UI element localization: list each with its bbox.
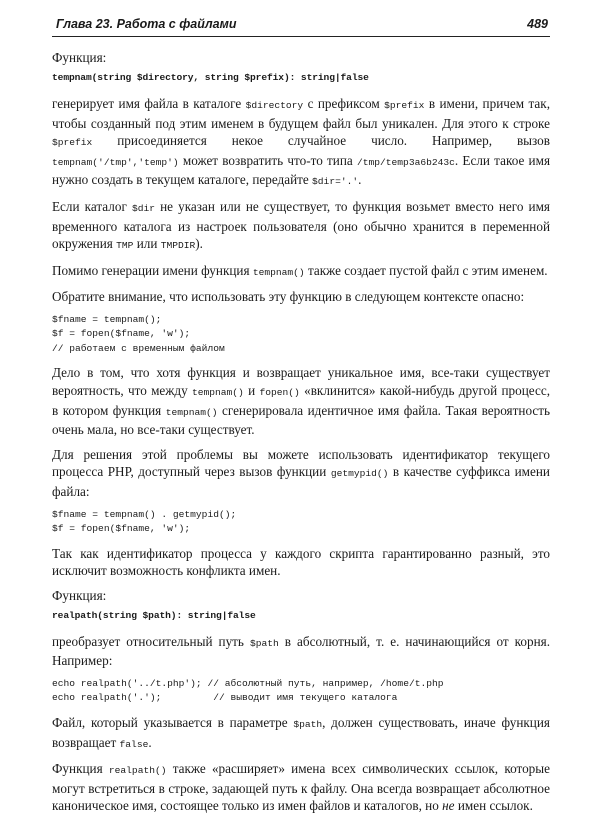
text-run: , должен существовать, иначе функция возвращает [52,714,550,750]
paragraph-unique-pid: Так как идентификатор процесса у каждого скрипта гарантированно разный, это исключит возможность конфликта имен. [52,545,550,579]
paragraph-tempnam-creates-file [52,262,550,282]
text-run: Дело в том, что хотя функция и возвращает уникальное имя, все-таки существует вероятность, что между [52,365,550,399]
code-line: $f = fopen($fname, 'w'); [52,523,191,535]
text-run: . Если такое имя нужно создать в текущем каталоге, передайте [52,152,551,188]
inline-code: $path [249,637,279,649]
paragraph-danger-note: Обратите внимание, что использовать эту функцию в следующем контексте опасно: [52,289,525,305]
inline-code: getmypid() [330,468,389,480]
inline-code: realpath() [108,765,167,777]
inline-code: TMP [116,240,134,252]
code-example-getmypid [52,508,550,537]
text-run: с префиксом [303,96,385,111]
inline-code: $directory [245,100,304,111]
text-run: сгенерировала идентичное имя файла. Такая вероятность очень мала, но все-таки существует. [52,402,550,438]
inline-code: tempnam() [192,387,244,399]
paragraph-tempnam-description [52,95,550,191]
inline-code: $dir='.' [312,176,359,188]
text-run: также создает пустой файл с этим именем. [304,262,548,278]
paragraph-realpath-description [52,633,550,670]
inline-code: /tmp/temp3a6b243c [357,156,455,168]
running-header [52,14,550,37]
paragraph-getmypid-solution [52,446,550,501]
inline-code: false [119,738,149,750]
text-run: Функция [52,761,109,777]
chapter-title: Глава 23. Работа с файлами [56,17,237,31]
page-content [52,37,550,815]
text-run: . [358,172,362,188]
inline-code: tempnam('/tmp','temp') [52,156,179,168]
text-run: и [243,383,260,399]
paragraph-realpath-symlinks [52,760,550,815]
code-line: $fname = tempnam(); [52,313,162,325]
inline-code: $path [293,718,323,730]
function-signature-tempnam: tempnam(string $directory, string $prefix): string|false [52,72,369,83]
inline-code: TMPDIR [160,240,196,252]
code-example-tempnam [52,313,550,357]
code-line: echo realpath('../t.php'); // абсолютный путь, например, /home/t.php [52,677,444,689]
code-example-realpath [52,677,550,706]
inline-code: tempnam() [165,406,218,418]
function-label-realpath: Функция: [52,587,107,603]
paragraph-tempnam-fallback [52,198,550,255]
inline-code: fopen() [259,387,300,399]
text-run: присоединяется некое случайное число. Например, вызов [92,133,550,149]
text-run: также «расширяет» имена всех символических ссылок, которые могут встретиться в строке, задающей путь к файлу. Она всегда возвращает абсолютное каноническое имя, состоящее только из имен файлов и каталогов, но [52,761,550,814]
text-run: . [148,734,152,750]
text-run: Помимо генерации имени функция [52,262,253,278]
text-run: ). [195,236,203,252]
text-run: Для решения этой проблемы вы можете использовать идентификатор текущего процесса PHP, доступный через вызов функции [52,446,550,480]
function-label-tempnam: Функция: [52,50,107,65]
code-line: echo realpath('.'); // выводит имя текущего каталога [52,692,398,704]
text-run: или [133,236,161,252]
inline-code: $dir [131,202,155,214]
code-line: // работаем с временным файлом [52,342,225,354]
text-run: в абсолютный, т. е. начинающийся от корня. Например: [52,633,550,669]
inline-code: tempnam() [252,266,305,278]
code-line: $fname = tempnam() . getmypid(); [52,508,237,520]
text-run: не указан или не существует, то функция возьмет вместо него имя временного каталога из настроек пользователя (оно обычно хранится в переменной окружения [52,198,550,252]
text-run: может возвратить что-то типа [178,152,357,168]
text-run: Если каталог [52,198,132,214]
inline-code: $prefix [52,137,93,149]
paragraph-realpath-must-exist [52,714,550,753]
code-line: $f = fopen($fname, 'w'); [52,328,191,340]
emphasis-text: не [442,798,455,814]
inline-code: $prefix [384,100,425,111]
text-run: Файл, который указывается в параметре [52,714,294,730]
text-run: генерирует имя файла в каталоге [52,96,246,111]
function-signature-realpath: realpath(string $path): string|false [52,609,256,621]
text-run: в имени, причем так, чтобы созданный под этим именем в будущем файл был уникален. Для этого к строке [52,96,550,131]
book-page [52,14,550,822]
text-run: преобразует относительный путь [52,633,250,649]
text-run: «вклинится» какой-нибудь другой процесс, в котором функция [52,383,550,418]
text-run: в качестве суффикса имени файла: [52,464,550,499]
page-number: 489 [527,17,548,31]
paragraph-race-condition [52,364,550,438]
text-run: имен ссылок. [454,798,533,814]
